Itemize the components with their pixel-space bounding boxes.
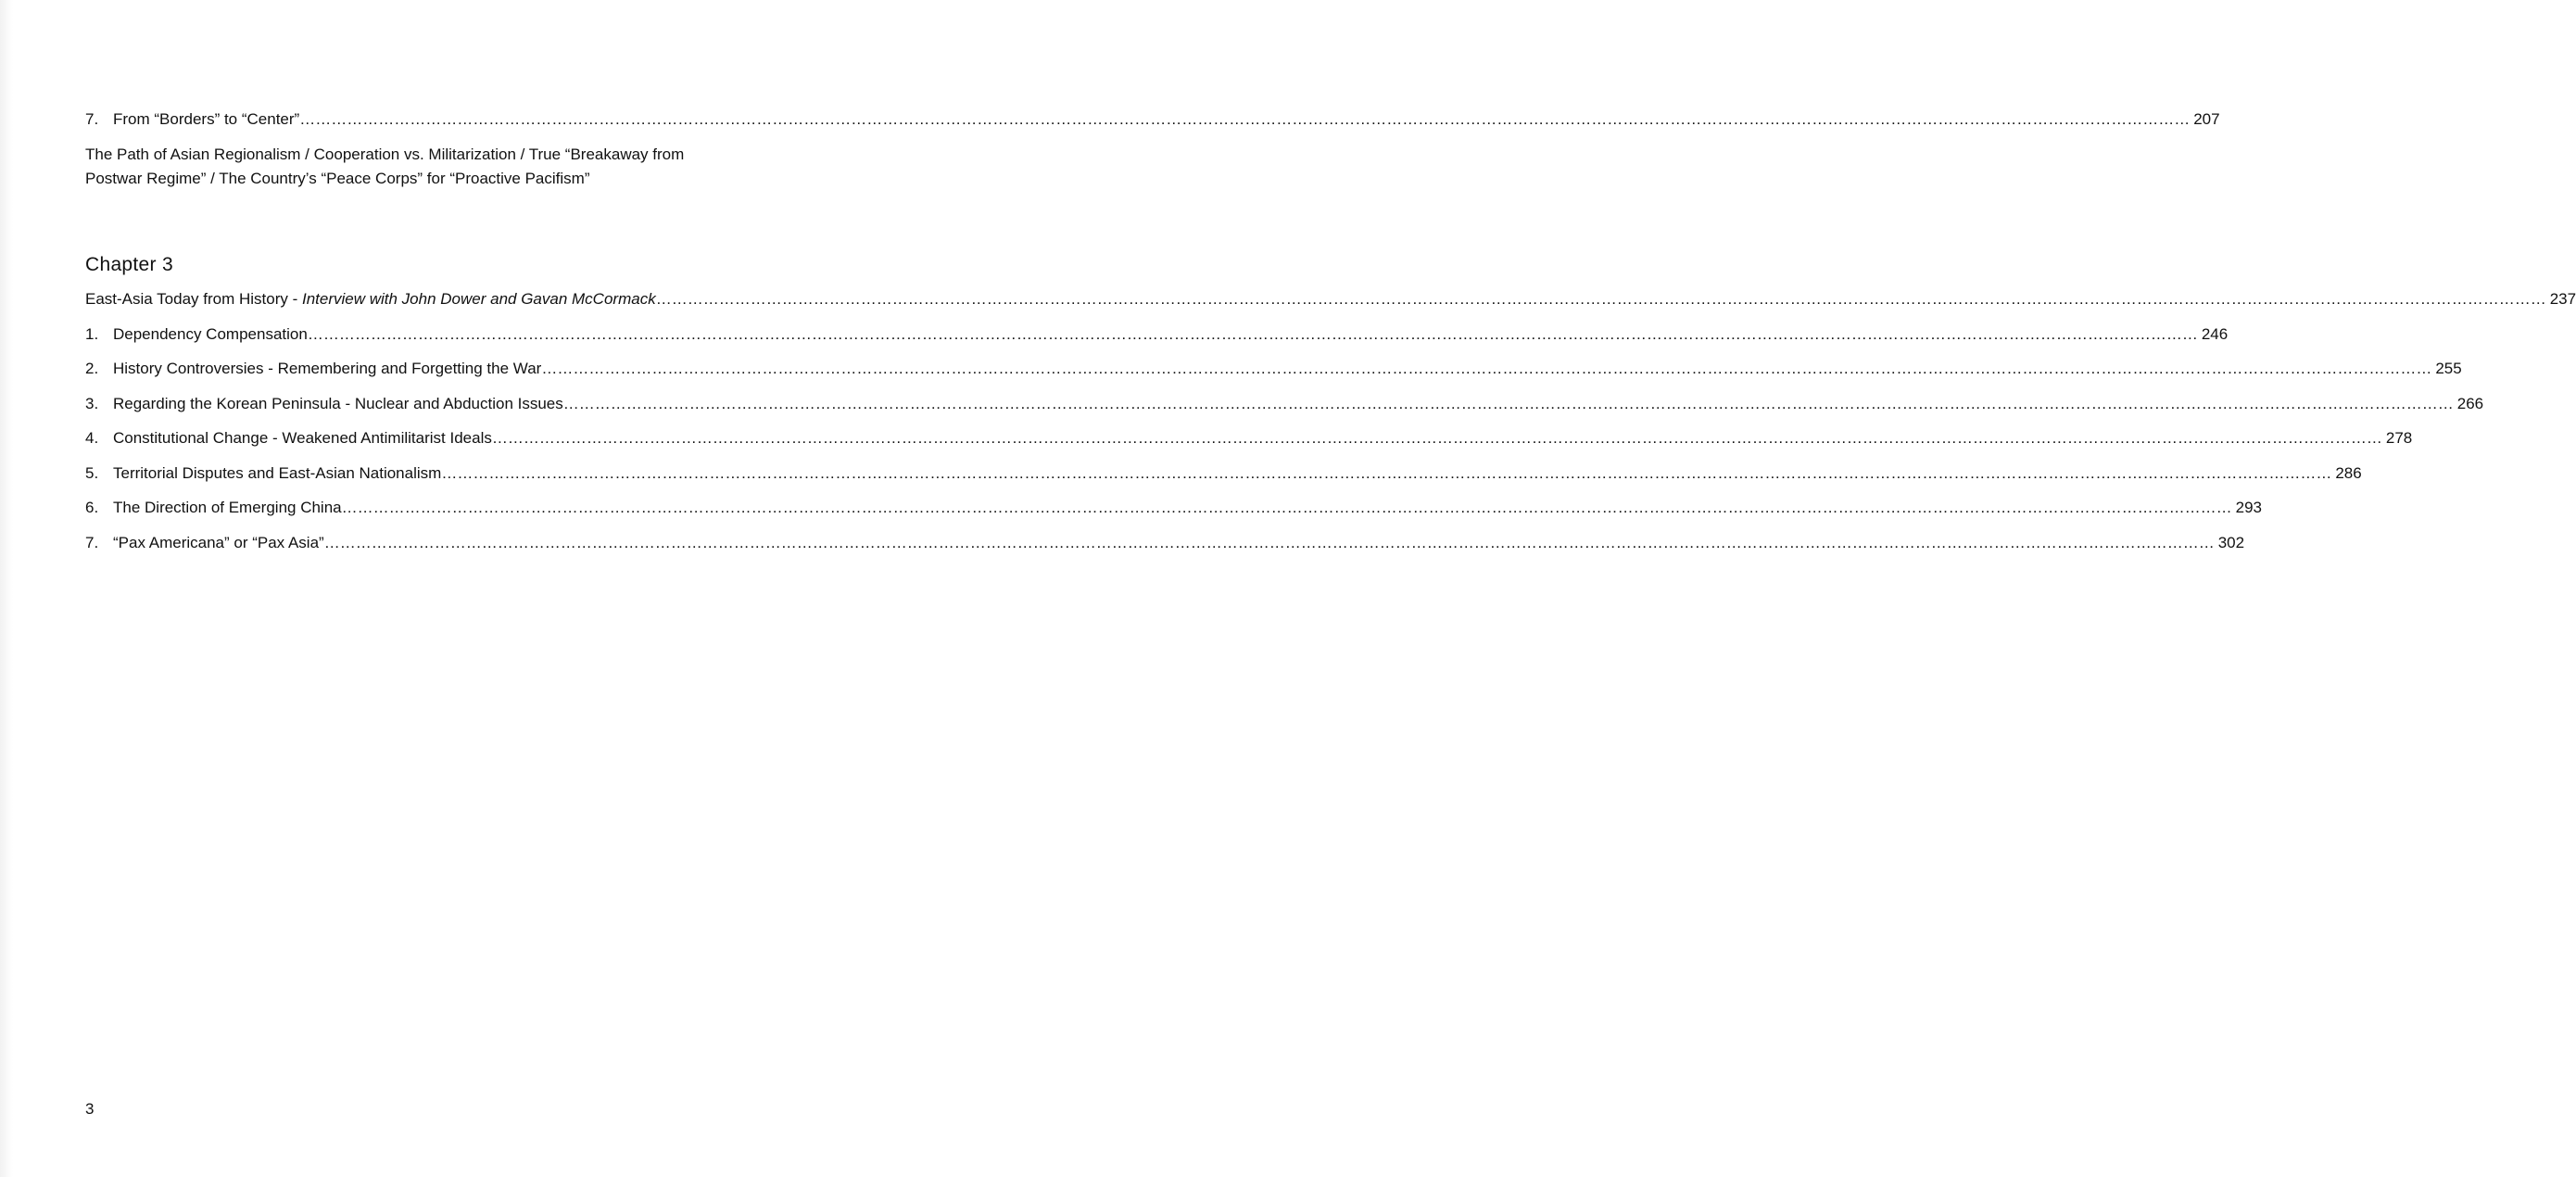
entry-title: The Direction of Emerging China	[113, 499, 342, 516]
entry-number: 3.	[85, 394, 99, 412]
toc-entry[interactable]	[85, 463, 2362, 484]
chapter-heading: Chapter 3	[85, 254, 173, 275]
entry-title-italic: Interview with John Dower and Gavan McCormack	[301, 290, 656, 308]
entry-title: History Controversies - Remembering and Forgetting the War	[113, 360, 542, 377]
entry-number: 7.	[85, 110, 99, 128]
entry-page: 237	[2549, 290, 2576, 308]
entry-number: 2.	[85, 360, 99, 377]
section-summary: The Path of Asian Regionalism / Cooperation vs. Militarization / True “Breakaway from Postwar Regime” / The Country’s “Peace Corps” for “Proactive Pacifism”	[85, 146, 685, 187]
entry-title-prefix: East-Asia Today from History -	[85, 290, 302, 308]
dot-leader: ………………………………………………………………………………………………………………………………………………………………………………………………………………………………………………………………………………………………………………………………	[323, 533, 2215, 551]
dot-leader: ………………………………………………………………………………………………………………………………………………………………………………………………………………………………………………………………………………………………………………………………	[441, 463, 2332, 482]
entry-page: 266	[2456, 394, 2484, 412]
toc-entry-prev-7[interactable]	[85, 109, 2220, 130]
entry-number: 1.	[85, 324, 99, 343]
entry-page: 302	[2217, 533, 2245, 551]
page-edge-shadow	[0, 0, 13, 1177]
entry-page: 293	[2235, 499, 2262, 516]
entry-page: 255	[2435, 360, 2462, 377]
toc-entry[interactable]	[85, 428, 2413, 449]
entry-page: 207	[2193, 110, 2220, 128]
entry-number: 5.	[85, 463, 99, 482]
entry-title: From “Borders” to “Center”	[113, 110, 300, 128]
chapter-3-entries	[85, 289, 2576, 553]
entry-number: 6.	[85, 499, 99, 516]
entry-page: 286	[2335, 463, 2362, 482]
entry-number: 7.	[85, 533, 99, 551]
toc-entry-intro[interactable]	[85, 289, 2576, 310]
dot-leader: ………………………………………………………………………………………………………………………………………………………………………………………………………………………………………………………………………………………………………………………………	[562, 394, 2454, 412]
entry-title: Dependency Compensation	[113, 324, 308, 343]
toc-entry[interactable]	[85, 498, 2262, 518]
dot-leader: ………………………………………………………………………………………………………………………………………………………………………………………………………………………………………………………………………………………………………………………………	[655, 290, 2546, 308]
dot-leader: ………………………………………………………………………………………………………………………………………………………………………………………………………………………………………………………………………………………………………………………………	[491, 429, 2382, 447]
entry-title: “Pax Americana” or “Pax Asia”	[113, 533, 324, 551]
toc-entry[interactable]	[85, 359, 2462, 379]
toc-entry[interactable]	[85, 394, 2484, 414]
dot-leader: ………………………………………………………………………………………………………………………………………………………………………………………………………………………………………………………………………………………………………………………………	[341, 499, 2232, 516]
entry-page: 246	[2201, 324, 2229, 343]
dot-leader: ………………………………………………………………………………………………………………………………………………………………………………………………………………………………………………………………………………………………………………………………	[307, 324, 2198, 343]
dot-leader: ………………………………………………………………………………………………………………………………………………………………………………………………………………………………………………………………………………………………………………………………	[541, 360, 2432, 377]
entry-number: 4.	[85, 429, 99, 447]
entry-title: Constitutional Change - Weakened Antimilitarist Ideals	[113, 429, 492, 447]
entry-title: Regarding the Korean Peninsula - Nuclear and Abduction Issues	[113, 394, 563, 412]
entry-page: 278	[2385, 429, 2413, 447]
page-number: 3	[85, 1100, 95, 1118]
table-of-contents	[85, 109, 2576, 567]
entry-title	[85, 289, 656, 310]
dot-leader: ………………………………………………………………………………………………………………………………………………………………………………………………………………………………………………………………………………………………………………………………	[299, 110, 2191, 128]
entry-title: Territorial Disputes and East-Asian Nationalism	[113, 463, 442, 482]
toc-entry[interactable]	[85, 533, 2245, 553]
toc-entry[interactable]	[85, 324, 2229, 345]
